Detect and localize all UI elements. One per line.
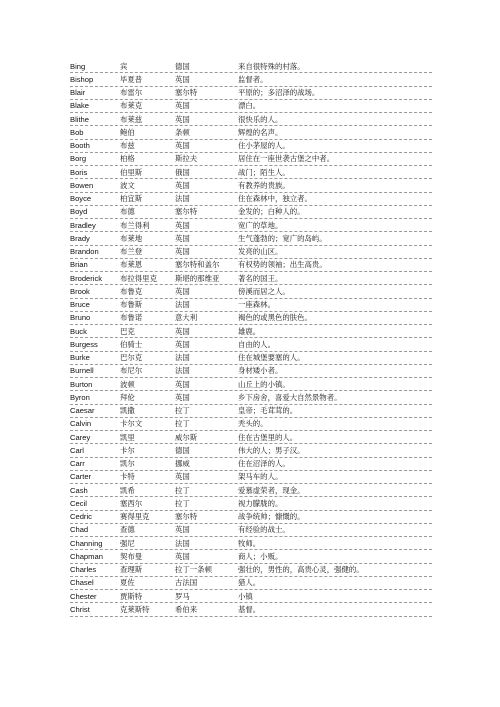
origin-cell: 拉丁 (175, 498, 190, 508)
table-row (70, 219, 432, 232)
table-row (70, 126, 432, 139)
origin-cell: 俄国 (175, 167, 190, 177)
table-row (70, 550, 432, 563)
english-name-cell: Carl (70, 445, 84, 455)
meaning-cell: 视力朦胧的。 (238, 498, 283, 508)
chinese-name-cell: 布德 (120, 207, 135, 217)
chinese-name-cell: 查理斯 (120, 565, 143, 575)
meaning-cell: 秃头的。 (238, 419, 268, 429)
english-name-cell: Blithe (70, 114, 89, 124)
english-name-cell: Bradley (70, 220, 96, 230)
origin-cell: 威尔斯 (175, 432, 198, 442)
origin-cell: 英国 (175, 379, 190, 389)
english-name-cell: Booth (70, 141, 90, 151)
meaning-cell: 住在森林中，独立者。 (238, 194, 312, 204)
english-name-cell: Christ (70, 604, 90, 614)
meaning-cell: 有经验的战士。 (238, 525, 290, 535)
chinese-name-cell: 布莱克 (120, 101, 143, 111)
table-row (70, 471, 432, 484)
meaning-cell: 皇帝；毛茸茸的。 (238, 406, 298, 416)
meaning-cell: 金发的；白种人的。 (238, 207, 305, 217)
english-name-cell: Bruce (70, 300, 90, 310)
english-name-cell: Chapman (70, 551, 103, 561)
meaning-cell: 战争统帅；慷慨的。 (238, 512, 305, 522)
origin-cell: 德国 (175, 445, 190, 455)
chinese-name-cell: 毕夏普 (120, 74, 143, 84)
origin-cell: 英国 (175, 141, 190, 151)
english-name-cell: Brady (70, 233, 90, 243)
meaning-cell: 强壮的，男性的，高贵心灵，强健的。 (238, 565, 364, 575)
origin-cell: 意大利 (175, 313, 198, 323)
meaning-cell: 傍溪而居之人。 (238, 286, 290, 296)
table-row (70, 285, 432, 298)
meaning-cell: 有权势的领袖；出生高贵。 (238, 260, 327, 270)
meaning-cell: 发亮的山区。 (238, 247, 283, 257)
origin-cell: 德国 (175, 61, 190, 71)
english-name-cell: Carr (70, 459, 85, 469)
meaning-cell: 褐色的或黑色的肤色。 (238, 313, 312, 323)
english-name-cell: Channing (70, 538, 103, 548)
meaning-cell: 乡下房舍，喜爱大自然景物者。 (238, 392, 342, 402)
chinese-name-cell: 波文 (120, 180, 135, 190)
meaning-cell: 架马车的人。 (238, 472, 283, 482)
english-name-cell: Burke (70, 353, 90, 363)
meaning-cell: 伟大的人；男子汉。 (238, 445, 305, 455)
chinese-name-cell: 赛得里克 (120, 512, 150, 522)
table-row (70, 365, 432, 378)
meaning-cell: 猎人。 (238, 578, 261, 588)
english-name-cell: Byron (70, 392, 90, 402)
chinese-name-cell: 布雷尔 (120, 88, 143, 98)
chinese-name-cell: 凯希 (120, 485, 135, 495)
meaning-cell: 著名的国王。 (238, 273, 283, 283)
chinese-name-cell: 卡尔 (120, 445, 135, 455)
english-name-cell: Burgess (70, 339, 98, 349)
table-row (70, 299, 432, 312)
meaning-cell: 漂白。 (238, 101, 261, 111)
origin-cell: 拉丁 (175, 406, 190, 416)
chinese-name-cell: 夏佐 (120, 578, 135, 588)
table-row (70, 603, 432, 616)
chinese-name-cell: 布兹 (120, 141, 135, 151)
meaning-cell: 一座森林。 (238, 300, 275, 310)
table-row (70, 193, 432, 206)
meaning-cell: 居住在一座世袭古堡之中者。 (238, 154, 335, 164)
origin-cell: 法国 (175, 194, 190, 204)
meaning-cell: 住在沼泽的人。 (238, 459, 290, 469)
meaning-cell: 宽广的草地。 (238, 220, 283, 230)
table-row (70, 418, 432, 431)
meaning-cell: 生气蓬勃的；宽广的岛屿。 (238, 233, 327, 243)
origin-cell: 法国 (175, 300, 190, 310)
chinese-name-cell: 波顿 (120, 379, 135, 389)
meaning-cell: 住在古堡里的人。 (238, 432, 298, 442)
table-row (70, 60, 432, 73)
chinese-name-cell: 柏格 (120, 154, 135, 164)
english-name-cell: Cedric (70, 512, 92, 522)
table-row (70, 272, 432, 285)
origin-cell: 条顿 (175, 127, 190, 137)
chinese-name-cell: 贾斯特 (120, 591, 143, 601)
english-name-cell: Broderick (70, 273, 103, 283)
english-name-cell: Borg (70, 154, 87, 164)
english-name-cell: Chasel (70, 578, 94, 588)
table-row (70, 511, 432, 524)
english-name-cell: Brian (70, 260, 88, 270)
origin-cell: 塞尔特 (175, 512, 198, 522)
table-row (70, 325, 432, 338)
chinese-name-cell: 伯里斯 (120, 167, 143, 177)
table-row (70, 100, 432, 113)
origin-cell: 英国 (175, 114, 190, 124)
meaning-cell: 爱慕虚荣者，现金。 (238, 485, 305, 495)
chinese-name-cell: 查德 (120, 525, 135, 535)
origin-cell: 英国 (175, 551, 190, 561)
meaning-cell: 战门；陌生人。 (238, 167, 290, 177)
chinese-name-cell: 拜伦 (120, 392, 135, 402)
meaning-cell: 有教养的贵族。 (238, 180, 290, 190)
origin-cell: 塞尔特 (175, 207, 198, 217)
table-row (70, 246, 432, 259)
table-row (70, 166, 432, 179)
table-row (70, 153, 432, 166)
chinese-name-cell: 凯撒 (120, 406, 135, 416)
english-name-cell: Bob (70, 127, 84, 137)
chinese-name-cell: 伯骑士 (120, 339, 143, 349)
table-row (70, 458, 432, 471)
origin-cell: 拉丁一条顿 (175, 565, 212, 575)
english-name-cell: Brook (70, 286, 90, 296)
meaning-cell: 住小茅屋的人。 (238, 141, 290, 151)
chinese-name-cell: 布莱地 (120, 233, 143, 243)
meaning-cell: 雄鹿。 (238, 326, 261, 336)
origin-cell: 法国 (175, 538, 190, 548)
english-name-cell: Bruno (70, 313, 91, 323)
chinese-name-cell: 布鲁诺 (120, 313, 143, 323)
meaning-cell: 辉煌的名声。 (238, 127, 283, 137)
english-name-cell: Bing (70, 61, 86, 71)
english-name-cell: Carey (70, 432, 91, 442)
origin-cell: 斯堪的那维亚 (175, 273, 220, 283)
origin-cell: 英国 (175, 326, 190, 336)
meaning-cell: 身材矮小者。 (238, 366, 283, 376)
meaning-cell: 山丘上的小镇。 (238, 379, 290, 389)
table-row (70, 590, 432, 603)
origin-cell: 英国 (175, 472, 190, 482)
meaning-cell: 小镇 (238, 591, 253, 601)
chinese-name-cell: 布兰得利 (120, 220, 150, 230)
origin-cell: 英国 (175, 339, 190, 349)
table-row (70, 232, 432, 245)
table-row (70, 352, 432, 365)
table-row (70, 497, 432, 510)
english-name-cell: Burton (70, 379, 93, 389)
english-name-cell: Chad (70, 525, 89, 535)
chinese-name-cell: 鲍伯 (120, 127, 135, 137)
origin-cell: 古法国 (175, 578, 198, 588)
table-row (70, 312, 432, 325)
origin-cell: 塞尔特和盖尔 (175, 260, 220, 270)
english-name-cell: Calvin (70, 419, 92, 429)
table-row (70, 405, 432, 418)
english-name-cell: Buck (70, 326, 87, 336)
table-row (70, 87, 432, 100)
chinese-name-cell: 宾 (120, 61, 128, 71)
meaning-cell: 商人；小贩。 (238, 551, 283, 561)
chinese-name-cell: 布拉得里克 (120, 273, 157, 283)
chinese-name-cell: 布莱兹 (120, 114, 143, 124)
english-name-cell: Burnell (70, 366, 94, 376)
origin-cell: 拉丁 (175, 485, 190, 495)
english-name-cell: Carter (70, 472, 92, 482)
origin-cell: 英国 (175, 220, 190, 230)
meaning-cell: 很快乐的人。 (238, 114, 283, 124)
origin-cell: 法国 (175, 353, 190, 363)
origin-cell: 英国 (175, 286, 190, 296)
origin-cell: 塞尔特 (175, 88, 198, 98)
chinese-name-cell: 凯尔 (120, 459, 135, 469)
meaning-cell: 来自很特殊的村落。 (238, 61, 305, 71)
chinese-name-cell: 凯里 (120, 432, 135, 442)
english-name-cell: Cecil (70, 498, 87, 508)
english-name-cell: Boyce (70, 194, 92, 204)
chinese-name-cell: 克莱斯特 (120, 604, 150, 614)
origin-cell: 英国 (175, 247, 190, 257)
chinese-name-cell: 契布曼 (120, 551, 143, 561)
table-row (70, 564, 432, 577)
chinese-name-cell: 卡特 (120, 472, 135, 482)
origin-cell: 斯拉夫 (175, 154, 198, 164)
origin-cell: 英国 (175, 233, 190, 243)
origin-cell: 拉丁 (175, 419, 190, 429)
table-row (70, 391, 432, 404)
chinese-name-cell: 布鲁克 (120, 286, 143, 296)
chinese-name-cell: 塞西尔 (120, 498, 143, 508)
origin-cell: 罗马 (175, 591, 190, 601)
table-row (70, 444, 432, 457)
table-row (70, 524, 432, 537)
english-name-cell: Bishop (70, 74, 94, 84)
origin-cell: 英国 (175, 525, 190, 535)
chinese-name-cell: 布尼尔 (120, 366, 143, 376)
chinese-name-cell: 柏宜斯 (120, 194, 143, 204)
english-name-cell: Boris (70, 167, 88, 177)
meaning-cell: 牧师。 (238, 538, 261, 548)
chinese-name-cell: 强尼 (120, 538, 135, 548)
origin-cell: 英国 (175, 101, 190, 111)
table-row (70, 113, 432, 126)
meaning-cell: 住在城堡要塞的人。 (238, 353, 305, 363)
chinese-name-cell: 巴尔克 (120, 353, 143, 363)
table-row (70, 140, 432, 153)
table-row (70, 431, 432, 444)
english-name-cell: Caesar (70, 406, 95, 416)
table-row (70, 484, 432, 497)
english-name-cell: Bowen (70, 180, 94, 190)
english-name-cell: Cash (70, 485, 88, 495)
table-row (70, 338, 432, 351)
english-name-cell: Brandon (70, 247, 99, 257)
meaning-cell: 自由的人。 (238, 339, 275, 349)
chinese-name-cell: 布鲁斯 (120, 300, 143, 310)
table-row (70, 206, 432, 219)
origin-cell: 英国 (175, 74, 190, 84)
origin-cell: 英国 (175, 180, 190, 190)
chinese-name-cell: 布莱恩 (120, 260, 143, 270)
table-row (70, 259, 432, 272)
english-name-cell: Charles (70, 565, 97, 575)
origin-cell: 希伯来 (175, 604, 198, 614)
english-name-cell: Blake (70, 101, 89, 111)
table-row (70, 179, 432, 192)
english-name-cell: Blair (70, 88, 86, 98)
table-row (70, 577, 432, 590)
table-row (70, 537, 432, 550)
origin-cell: 法国 (175, 366, 190, 376)
name-table (70, 60, 432, 617)
meaning-cell: 平原的；多沼泽的战场。 (238, 88, 320, 98)
origin-cell: 挪威 (175, 459, 190, 469)
origin-cell: 英国 (175, 392, 190, 402)
english-name-cell: Chester (70, 591, 97, 601)
chinese-name-cell: 巴克 (120, 326, 135, 336)
chinese-name-cell: 卡尔文 (120, 419, 143, 429)
table-row (70, 73, 432, 86)
chinese-name-cell: 布兰登 (120, 247, 143, 257)
meaning-cell: 基督。 (238, 604, 261, 614)
table-row (70, 378, 432, 391)
english-name-cell: Boyd (70, 207, 88, 217)
meaning-cell: 监督者。 (238, 74, 268, 84)
